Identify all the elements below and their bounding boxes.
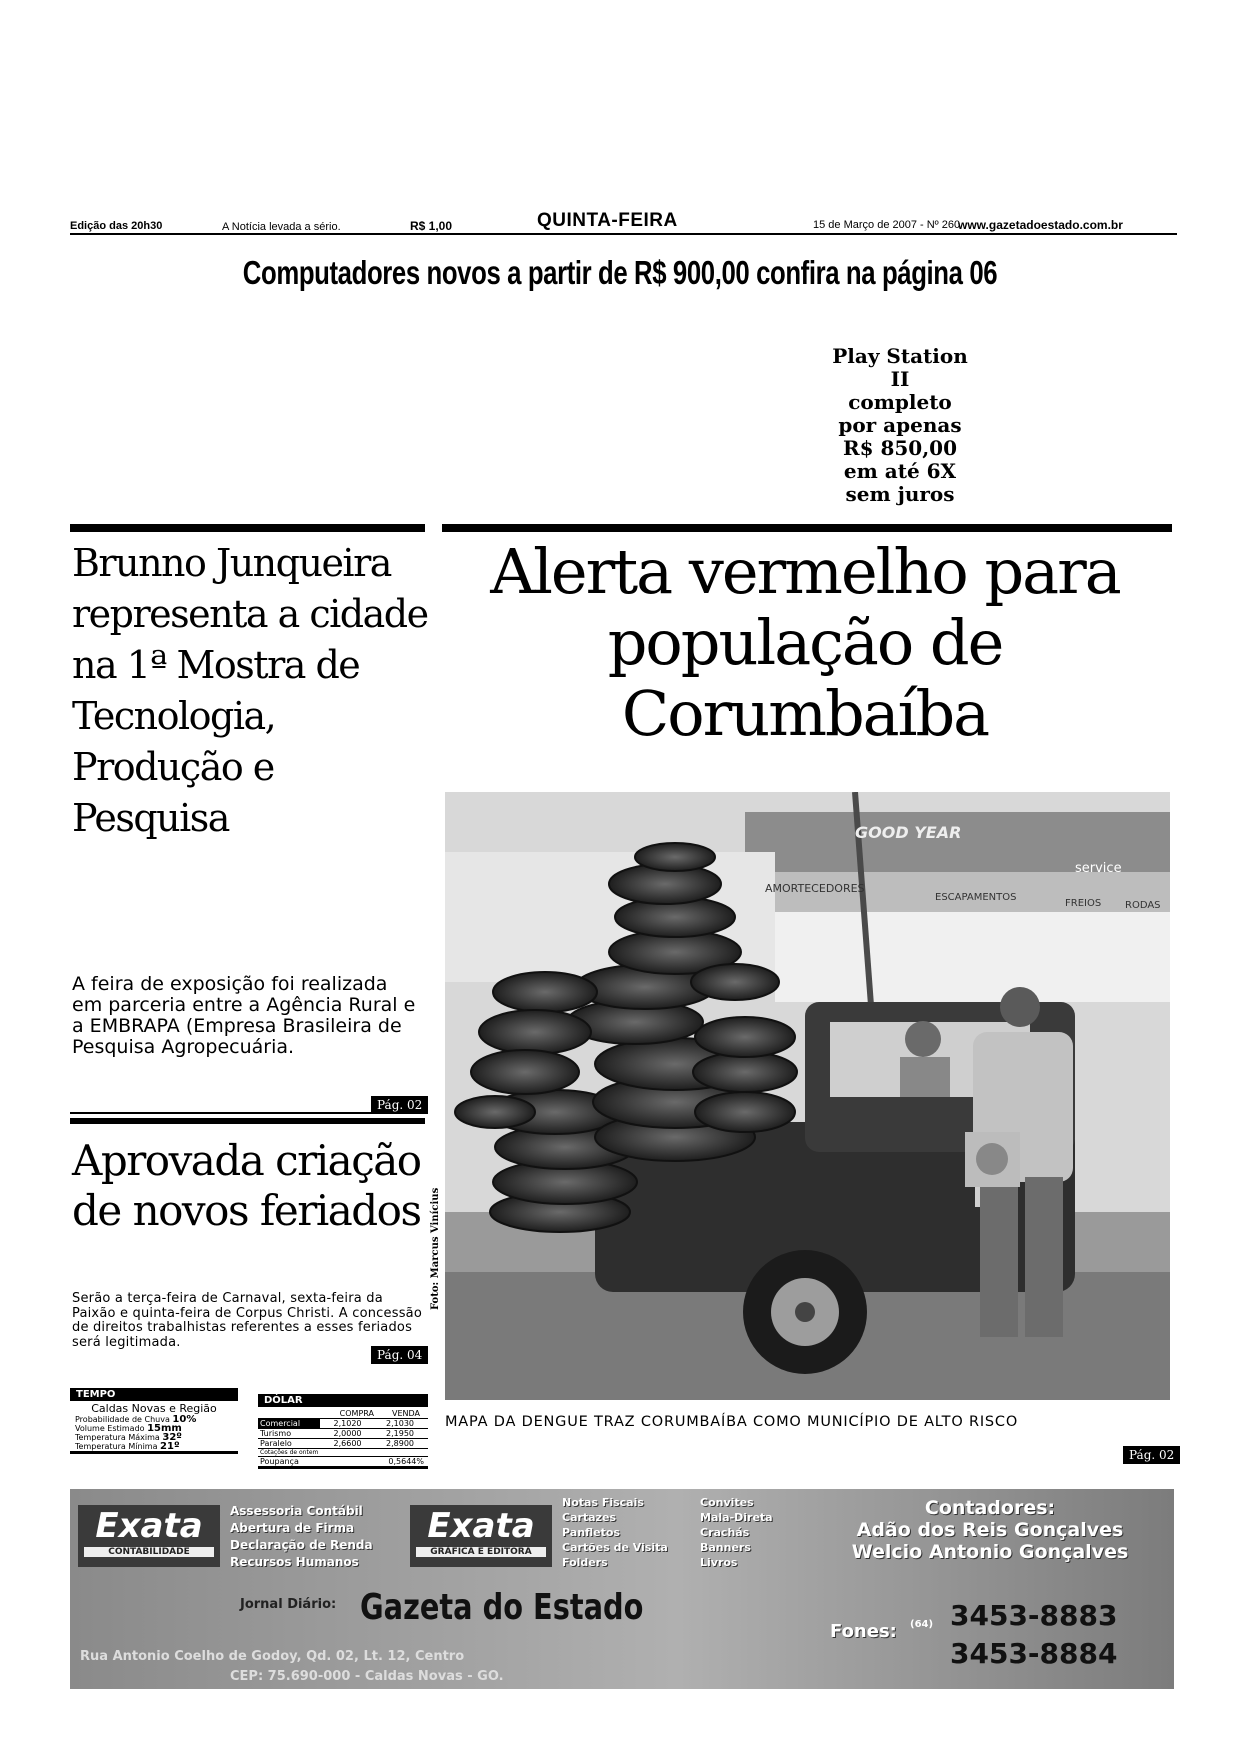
ps-ad-line: Play Station II <box>832 344 968 391</box>
phone-number[interactable]: 3453-8884 <box>950 1637 1118 1670</box>
photo-sign-escapamentos: ESCAPAMENTOS <box>935 892 1017 903</box>
weather-value: 10% <box>172 1414 197 1425</box>
service-item: Mala-Direta <box>700 1511 773 1524</box>
area-code: (64) <box>910 1619 934 1630</box>
dollar-buy: 2,1020 <box>333 1419 362 1428</box>
exata-logo-subtitle: CONTABILIDADE <box>84 1547 214 1557</box>
service-item: Panfletos <box>562 1526 620 1539</box>
ps-ad-line: em até 6X <box>843 459 957 483</box>
weather-label: Temperatura Mínima <box>75 1442 158 1451</box>
left-story-1-headline[interactable]: Brunno Junqueira representa a cidade na 1ª Mostra de Tecnologia, Produção e Pesquisa <box>72 541 428 840</box>
dollar-sell: 2,1950 <box>386 1429 414 1438</box>
masthead-rule <box>70 233 1177 235</box>
slogan: A Notícia levada a sério. <box>222 221 341 233</box>
weather-title: TEMPO <box>70 1388 238 1401</box>
page-ref-tag[interactable]: Pág. 02 <box>371 1096 428 1114</box>
dollar-sell: 2,8900 <box>386 1439 414 1448</box>
truck-with-tires-photo <box>445 792 1170 1400</box>
dollar-label: Comercial <box>258 1419 320 1428</box>
service-item: Livros <box>700 1556 738 1569</box>
photo-sign-freios: FREIOS <box>1065 898 1102 909</box>
photo-sign-service: service <box>1075 861 1122 876</box>
price: R$ 1,00 <box>410 219 453 233</box>
weather-value: 15mm <box>147 1423 182 1434</box>
exata-logo-subtitle: GRÁFICA E EDITORA <box>416 1547 546 1557</box>
savings-label: Poupança <box>260 1457 299 1466</box>
savings-value: 0,5644% <box>388 1457 424 1466</box>
service-item: Recursos Humanos <box>230 1555 359 1569</box>
photo-caption: MAPA DA DENGUE TRAZ CORUMBAÍBA COMO MUNICÍPIO DE ALTO RISCO <box>445 1414 1019 1430</box>
page-ref-tag[interactable]: Pág. 04 <box>371 1346 428 1364</box>
phones-label: Fones: <box>830 1621 897 1642</box>
service-item: Banners <box>700 1541 751 1554</box>
contact-name: Welcio Antonio Gonçalves <box>851 1541 1129 1563</box>
weather-row <box>75 1442 238 1451</box>
photo-sign-amortecedores: AMORTECEDORES <box>765 882 865 895</box>
left-story-1-deck: A feira de exposição foi realizada em parceria entre a Agência Rural e a EMBRAPA (Empresa Brasileira de Pesquisa Agropecuária. <box>72 973 416 1058</box>
promo-banner: Computadores novos a partir de R$ 900,00 confira na página 06 <box>242 254 998 291</box>
dollar-box <box>258 1394 428 1469</box>
dollar-col-sell: VENDA <box>391 1409 420 1418</box>
left-story-rule <box>70 1118 425 1124</box>
dollar-col-buy: COMPRA <box>339 1409 374 1418</box>
exata-advertisement[interactable] <box>70 1489 1174 1689</box>
playstation-ad <box>820 345 980 506</box>
photo-sign-rodas: RODAS <box>1125 900 1161 911</box>
weekday: QUINTA-FEIRA <box>537 210 678 231</box>
service-item: Notas Fiscais <box>562 1496 644 1509</box>
dollar-label: Turismo <box>260 1429 292 1438</box>
address-line: Rua Antonio Coelho de Godoy, Qd. 02, Lt. 12, Centro <box>80 1649 465 1664</box>
services-list-2 <box>562 1495 668 1570</box>
service-item: Convites <box>700 1496 754 1509</box>
weather-value: 32º <box>162 1432 182 1443</box>
contacts-title: Contadores: <box>924 1497 1056 1519</box>
weather-label: Temperatura Máxima <box>75 1433 160 1442</box>
photo-credit: Foto: Marcus Vinícius <box>430 1187 441 1310</box>
edition-label: Edição das 20h30 <box>70 220 163 232</box>
left-story-2-headline[interactable]: Aprovada criação de novos feriados <box>72 1136 421 1235</box>
page-ref-tag[interactable]: Pág. 02 <box>1123 1446 1180 1464</box>
phone-number[interactable]: 3453-8883 <box>950 1599 1118 1632</box>
dollar-title: DÓLAR <box>258 1394 428 1407</box>
weather-label: Volume Estimado <box>75 1424 145 1433</box>
weather-label: Probabilidade de Chuva <box>75 1415 170 1424</box>
service-item: Folders <box>562 1556 608 1569</box>
service-item: Cartões de Visita <box>562 1541 668 1554</box>
website-url[interactable]: www.gazetadoestado.com.br <box>958 218 1123 232</box>
dollar-note: Cotações de ontem <box>258 1448 428 1456</box>
weather-box-bottom-rule <box>70 1451 238 1454</box>
weather-value: 21º <box>160 1441 180 1452</box>
ps-ad-line: por apenas <box>838 413 962 437</box>
weather-region: Caldas Novas e Região <box>91 1402 217 1415</box>
dollar-label: Paralelo <box>260 1439 292 1448</box>
ps-ad-line: sem juros <box>845 482 955 506</box>
dollar-buy: 2,0000 <box>333 1429 362 1438</box>
service-item: Assessoria Contábil <box>230 1504 363 1518</box>
ps-ad-line: R$ 850,00 <box>842 436 958 460</box>
exata-logo-2 <box>410 1505 552 1567</box>
service-item: Crachás <box>700 1526 750 1539</box>
weather-row <box>75 1433 238 1442</box>
contacts-block <box>810 1497 1170 1563</box>
weather-box <box>70 1388 238 1454</box>
dollar-buy: 2,6600 <box>333 1439 362 1448</box>
divider <box>70 1112 425 1114</box>
journal-label: Jornal Diário: <box>240 1597 337 1612</box>
dollar-row <box>258 1428 428 1438</box>
dollar-row <box>258 1418 428 1428</box>
photo-sign-goodyear: GOOD YEAR <box>855 823 962 842</box>
dollar-sell: 2,1030 <box>386 1419 414 1428</box>
left-story-2-deck: Serão a terça-feira de Carnaval, sexta-feira da Paixão e quinta-feira de Corpus Christi. A concessão de direitos trabalhistas referentes a esses feriados será legitimada. <box>72 1291 422 1350</box>
issue-date: 15 de Março de 2007 - Nº 260 <box>813 219 961 231</box>
main-story-rule <box>442 524 1172 532</box>
services-list-3 <box>700 1495 773 1570</box>
news-photo <box>445 792 1170 1400</box>
service-item: Abertura de Firma <box>230 1521 355 1535</box>
main-headline[interactable]: Alerta vermelho para população de Corumbaíba <box>490 535 1120 750</box>
address-line: CEP: 75.690-000 - Caldas Novas - GO. <box>230 1669 504 1684</box>
journal-name: Gazeta do Estado <box>360 1587 644 1628</box>
service-item: Declaração de Renda <box>230 1538 373 1552</box>
savings-row <box>258 1456 428 1466</box>
dollar-box-bottom-rule <box>258 1466 428 1469</box>
exata-logo-1 <box>78 1505 220 1567</box>
service-item: Cartazes <box>562 1511 617 1524</box>
ps-ad-line: completo <box>848 390 952 414</box>
left-story-rule <box>70 524 425 532</box>
services-list-1 <box>230 1503 373 1571</box>
exata-logo-text: Exata <box>427 1506 535 1546</box>
dollar-row <box>258 1438 428 1448</box>
weather-row <box>75 1424 238 1433</box>
contact-name: Adão dos Reis Gonçalves <box>856 1519 1124 1541</box>
exata-logo-text: Exata <box>95 1506 203 1546</box>
